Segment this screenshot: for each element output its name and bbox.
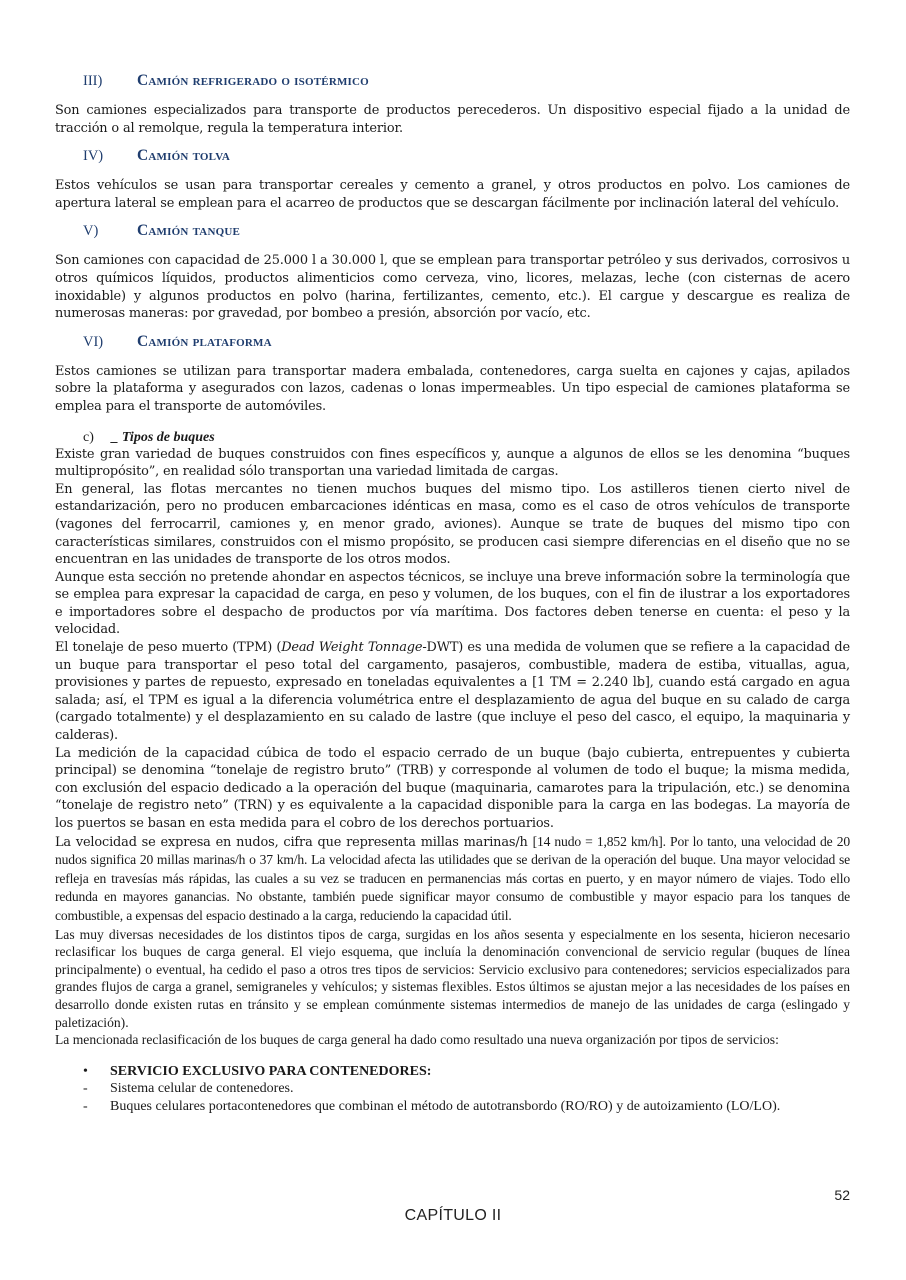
subsection-heading bbox=[55, 430, 850, 446]
section-body: Estos camiones se utilizan para transportar madera embalada, contenedores, carga suelta en cajones y cajas, apilados sobre la plataforma y asegurados con lazos, cadenas o lonas impermeables. Un tipo especial de camiones plataforma se emplea para el transporte de automóviles. bbox=[55, 363, 850, 414]
section-title: Camión plataforma bbox=[137, 332, 272, 350]
section-heading bbox=[55, 147, 850, 165]
subsection-label: c) bbox=[83, 429, 94, 445]
list-heading: SERVICIO EXCLUSIVO PARA CONTENEDORES: bbox=[110, 1063, 432, 1079]
paragraph bbox=[55, 639, 850, 745]
paragraph-text: [14 nudo = 1,852 km/h]. Por lo tanto, una velocidad de 20 nudos significa 20 millas marinas/h o 37 km/h. La velocidad afecta las utilidades que se derivan de la operación del buque. Una mayor velocidad se refleja en travesías más rápidas, las cuales a su vez se traducen en permanencias más cortas en puerto, y en mayor número de viajes. Todo ello redunda en mayores ganancias. No obstante, también puede significar mayor consumo de combustible y mayor espacio para los tanques de combustible, a expensas del espacio destinado a la carga, reduciendo la capacidad útil. bbox=[55, 833, 850, 923]
section-heading bbox=[55, 72, 850, 90]
section-title: Camión tolva bbox=[137, 147, 231, 165]
list-item bbox=[55, 1080, 850, 1098]
paragraph bbox=[55, 833, 850, 926]
paragraph: Las muy diversas necesidades de los distintos tipos de carga, surgidas en los años sesenta y especialmente en los sesenta, hicieron necesario reclasificar los buques de carga general. El viejo esquema, que incluía la denominación convencional de servicio regular (buques de línea principalmente) o eventual, ha cedido el paso a otros tres tipos de servicios: Servicio exclusivo para contenedores; servicios especializados para grandes flujos de carga a granel, semigraneles y vehículos; y sistemas flexibles. Estos últimos se ajustan mejor a las necesidades de los países en desarrollo donde existen rutas en tránsito y se emplean comúnmente sistemas intermedios de manejo de las unidades de carga (eslingado y paletización). bbox=[55, 926, 850, 1030]
document-page bbox=[55, 72, 850, 1116]
paragraph: En general, las flotas mercantes no tienen muchos buques del mismo tipo. Los astilleros tienen cierto nivel de estandarización, pero no producen embarcaciones idénticas en masa, como es el caso de otros vehículos de transporte (vagones del ferrocarril, camiones y, en menor grado, aviones). Aunque se trate de buques del mismo tipo con características similares, construidos con el mismo propósito, se producen casi siempre diferencias en el diseño que no se encuentran en las unidades de transporte de los otros modos. bbox=[55, 481, 850, 568]
paragraph: Aunque esta sección no pretende ahondar en aspectos técnicos, se incluye una breve información sobre la terminología que se emplea para expresar la capacidad de carga, en peso y volumen, de los buques, con el fin de ilustrar a los exportadores e importadores sobre el despacho de productos por vía marítima. Dos factores deben tenerse en cuenta: el peso y la velocidad. bbox=[55, 569, 850, 638]
paragraph: La medición de la capacidad cúbica de todo el espacio cerrado de un buque (bajo cubierta, entrepuentes y cubierta principal) se denomina “tonelaje de registro bruto” (TRB) y corresponde al volumen de todo el buque; la misma medida, con exclusión del espacio dedicado a la operación del buque (maquinaria, camarotes para la tripulación, etc.) se denomina “tonelaje de registro neto” (TRN) y es equivalente a la capacidad disponible para la carga en las bodegas. La mayoría de los puertos se basan en esta medida para el cobro de los derechos portuarios. bbox=[55, 745, 850, 831]
section-body: Son camiones especializados para transporte de productos perecederos. Un dispositivo especial fijado a la unidad de tracción o al remolque, regula la temperatura interior. bbox=[55, 103, 850, 136]
paragraph: Existe gran variedad de buques construidos con fines específicos y, aunque a algunos de ellos se les denomina “buques multipropósito”, en realidad sólo transportan una variedad limitada de cargas. bbox=[55, 446, 850, 480]
dash-icon: - bbox=[83, 1081, 88, 1097]
subsection-title: _ Tipos de buques bbox=[111, 429, 215, 445]
list-item-text: Buques celulares portacontenedores que combinan el método de autotransbordo (RO/RO) y de autoizamiento (LO/LO). bbox=[110, 1098, 781, 1114]
list-item-text: Sistema celular de contenedores. bbox=[110, 1081, 294, 1097]
service-list bbox=[55, 1063, 850, 1116]
emphasis-text: Dead Weight Tonnage bbox=[281, 640, 423, 656]
bullet-icon: • bbox=[83, 1063, 88, 1079]
paragraph-text: El tonelaje de peso muerto (TPM) ( bbox=[55, 640, 282, 656]
section-number: IV) bbox=[83, 148, 104, 165]
dash-icon: - bbox=[83, 1098, 88, 1114]
list-item bbox=[55, 1063, 850, 1081]
page-number: 52 bbox=[834, 1187, 850, 1203]
paragraph-text: La velocidad se expresa en nudos, cifra que representa millas marinas/h bbox=[55, 834, 533, 850]
paragraph: La mencionada reclasificación de los buques de carga general ha dado como resultado una nueva organización por tipos de servicios: bbox=[55, 1032, 779, 1048]
section-body: Estos vehículos se usan para transportar cereales y cemento a granel, y otros productos en polvo. Los camiones de apertura lateral se emplean para el acarreo de productos que se descargan fácilmente por inclinación lateral del vehículo. bbox=[55, 178, 850, 211]
section-number: V) bbox=[83, 223, 99, 240]
section-heading bbox=[55, 222, 850, 240]
chapter-footer: CAPÍTULO II bbox=[404, 1207, 502, 1224]
section-number: III) bbox=[83, 73, 103, 89]
section-number: VI) bbox=[83, 333, 104, 350]
section-title: Camión refrigerado o isotérmico bbox=[137, 72, 369, 89]
list-item bbox=[55, 1098, 850, 1116]
paragraph-text: -DWT) es una medida de volumen que se refiere a la capacidad de un buque para transportar el peso total del cargamento, pasajeros, combustible, madera de estiba, vituallas, agua, provisiones y partes de repuesto, expresado en toneladas equivalentes a [1 TM = 2.240 lb], cuando está cargado en agua salada; así, el TPM es igual a la diferencia volumétrica entre el desplazamiento de agua del buque en su calado de carga (cargado totalmente) y el desplazamiento en su calado de lastre (que incluye el peso del casco, el equipo, la maquinaria y calderas). bbox=[55, 640, 850, 744]
section-heading bbox=[55, 333, 850, 351]
section-body: Son camiones con capacidad de 25.000 l a 30.000 l, que se emplean para transportar petróleo y sus derivados, corrosivos u otros químicos líquidos, productos alimenticios como cerveza, vino, licores, melazas, leche (con cisternas de acero inoxidable) y algunos productos en polvo (harina, fertilizantes, cemento, etc.). El cargue y descargue es realiza de numerosas maneras: por gravedad, por bombeo a presión, absorción por vacío, etc. bbox=[55, 253, 850, 322]
section-title: Camión tanque bbox=[137, 222, 241, 240]
